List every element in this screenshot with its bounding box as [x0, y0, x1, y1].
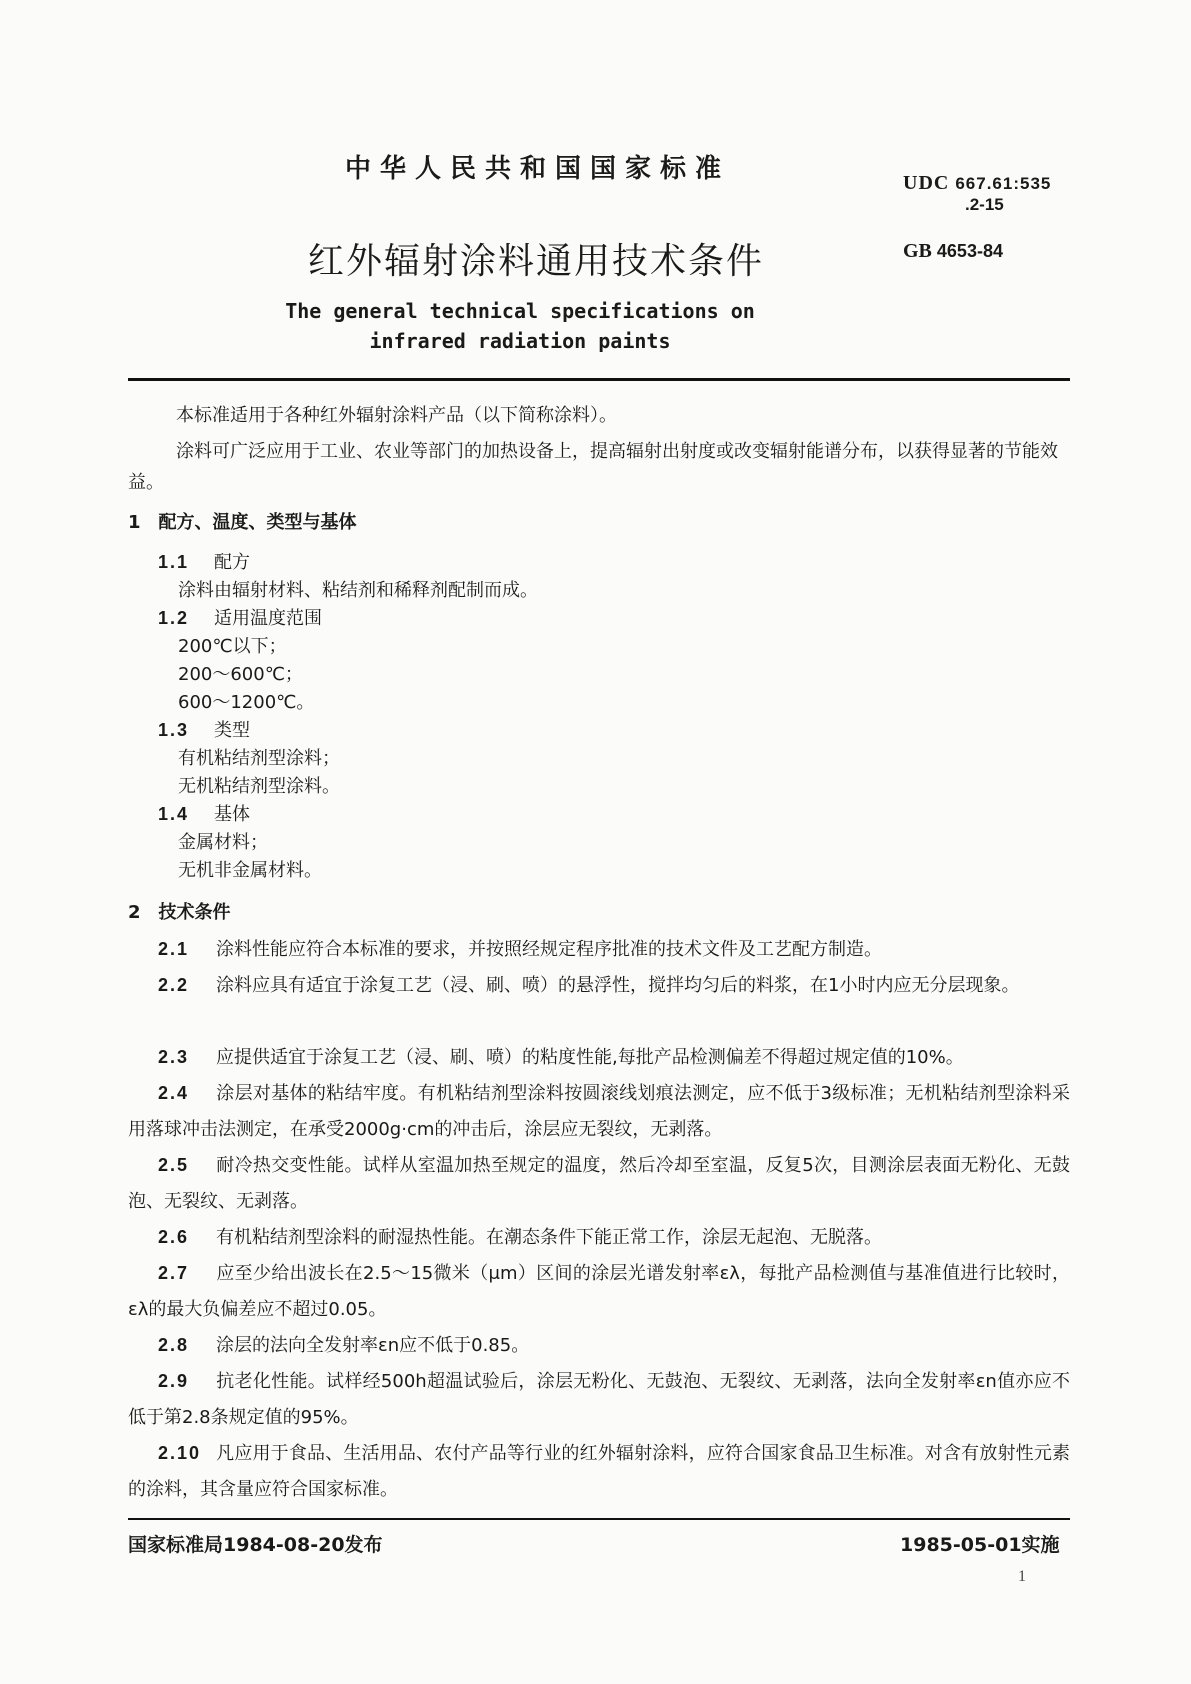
clause-text: 有机粘结剂型涂料的耐湿热性能。在潮态条件下能正常工作，涂层无起泡、无脱落。 — [216, 1227, 882, 1248]
title-en-line1: The general technical specifications on — [285, 299, 755, 323]
clause-number: 2.4 — [158, 1083, 190, 1103]
clause-text: 凡应用于食品、生活用品、农付产品等行业的红外辐射涂料，应符合国家食品卫生标准。对含有放射性元素的涂料，其含量应符合国家标准。 — [128, 1443, 1070, 1500]
clause-number: 2.7 — [158, 1263, 190, 1283]
clause-text: 应至少给出波长在2.5～15微米（μm）区间的涂层光谱发射率ελ，每批产品检测值与基准值进行比较时，ελ的最大负偏差应不超过0.05。 — [128, 1263, 1070, 1320]
clause-text: 耐冷热交变性能。试样从室温加热至规定的温度，然后冷却至室温，反复5次，目测涂层表面无粉化、无鼓泡、无裂纹、无剥落。 — [128, 1155, 1070, 1212]
section-1-heading: 1 配方、温度、类型与基体 — [128, 512, 357, 533]
clause-2-5 — [128, 1147, 1070, 1220]
clause-number: 1.3 — [158, 720, 190, 740]
clause-1-2-item: 200～600℃； — [178, 664, 303, 685]
udc-line2: .2-15 — [965, 195, 1004, 214]
clause-2-8 — [128, 1327, 1070, 1364]
clause-2-9 — [128, 1363, 1070, 1436]
clause-1-1-item: 涂料由辐射材料、粘结剂和稀释剂配制而成。 — [178, 580, 538, 601]
clause-title: 类型 — [214, 720, 250, 741]
clause-title: 适用温度范围 — [214, 608, 322, 629]
effective-date: 1985-05-01实施 — [900, 1534, 1060, 1556]
section-2-heading: 2 技术条件 — [128, 902, 231, 923]
clause-text: 涂料应具有适宜于涂复工艺（浸、刷、喷）的悬浮性，搅拌均匀后的料浆，在1小时内应无分层现象。 — [216, 975, 1020, 996]
issue-date: 国家标准局1984-08-20发布 — [128, 1534, 383, 1556]
clause-1-2-item: 600～1200℃。 — [178, 692, 315, 713]
clause-1-3-heading — [158, 716, 250, 742]
clause-number: 1.2 — [158, 608, 190, 628]
clause-number: 2.10 — [158, 1443, 202, 1463]
clause-2-3 — [128, 1039, 1070, 1076]
clause-1-2-item: 200℃以下； — [178, 636, 287, 657]
gb-code — [903, 240, 1003, 263]
clause-1-4-item: 金属材料； — [178, 832, 268, 853]
clause-number: 2.3 — [158, 1047, 190, 1067]
clause-number: 2.1 — [158, 939, 190, 959]
clause-text: 涂层的法向全发射率εn应不低于0.85。 — [216, 1335, 530, 1356]
document-title-cn: 红外辐射涂料通用技术条件 — [308, 241, 765, 282]
title-en-line2: infrared radiation paints — [369, 329, 671, 353]
clause-number: 2.5 — [158, 1155, 190, 1175]
clause-1-1-heading — [158, 548, 250, 574]
clause-number: 2.2 — [158, 975, 190, 995]
gb-label: GB — [903, 240, 932, 262]
clause-title: 配方 — [214, 552, 250, 573]
clause-2-4 — [128, 1075, 1070, 1148]
udc-code — [903, 172, 1051, 195]
clause-number: 2.8 — [158, 1335, 190, 1355]
footer-divider — [128, 1518, 1070, 1520]
clause-1-4-item: 无机非金属材料。 — [178, 860, 322, 881]
clause-1-2-heading — [158, 604, 322, 630]
clause-text: 应提供适宜于涂复工艺（浸、刷、喷）的粘度性能,每批产品检测偏差不得超过规定值的10%。 — [216, 1047, 964, 1068]
clause-2-6 — [128, 1219, 1070, 1256]
clause-2-1 — [128, 931, 1070, 968]
page-number: 1 — [1018, 1568, 1026, 1585]
clause-number: 2.9 — [158, 1371, 190, 1391]
clause-2-7 — [128, 1255, 1070, 1328]
udc-line1: 667.61:535 — [955, 174, 1052, 193]
udc-label: UDC — [903, 172, 950, 194]
national-standard-heading: 中华人民共和国国家标准 — [345, 154, 731, 184]
clause-1-4-heading — [158, 800, 250, 826]
clause-number: 1.1 — [158, 552, 190, 572]
clause-2-10 — [128, 1435, 1070, 1508]
clause-text: 涂料性能应符合本标准的要求，并按照经规定程序批准的技术文件及工艺配方制造。 — [216, 939, 882, 960]
clause-number: 1.4 — [158, 804, 190, 824]
intro-paragraph-2: 涂料可广泛应用于工业、农业等部门的加热设备上，提高辐射出射度或改变辐射能谱分布，以获得显著的节能效益。 — [128, 441, 1058, 493]
clause-title: 基体 — [214, 804, 250, 825]
clause-1-3-item: 无机粘结剂型涂料。 — [178, 776, 340, 797]
clause-number: 2.6 — [158, 1227, 190, 1247]
gb-number: 4653-84 — [936, 241, 1003, 261]
intro-paragraph-1: 本标准适用于各种红外辐射涂料产品（以下简称涂料）。 — [176, 405, 617, 426]
clause-2-2 — [128, 967, 1070, 1004]
document-title-en — [250, 296, 790, 356]
clause-text: 抗老化性能。试样经500h超温试验后，涂层无粉化、无鼓泡、无裂纹、无剥落，法向全发射率εn值亦应不低于第2.8条规定值的95%。 — [128, 1371, 1070, 1428]
clause-1-3-item: 有机粘结剂型涂料； — [178, 748, 340, 769]
clause-text: 涂层对基体的粘结牢度。有机粘结剂型涂料按圆滚线划痕法测定，应不低于3级标准；无机粘结剂型涂料采用落球冲击法测定，在承受2000g·cm的冲击后，涂层应无裂纹，无剥落。 — [128, 1083, 1070, 1140]
header-divider — [128, 378, 1070, 381]
